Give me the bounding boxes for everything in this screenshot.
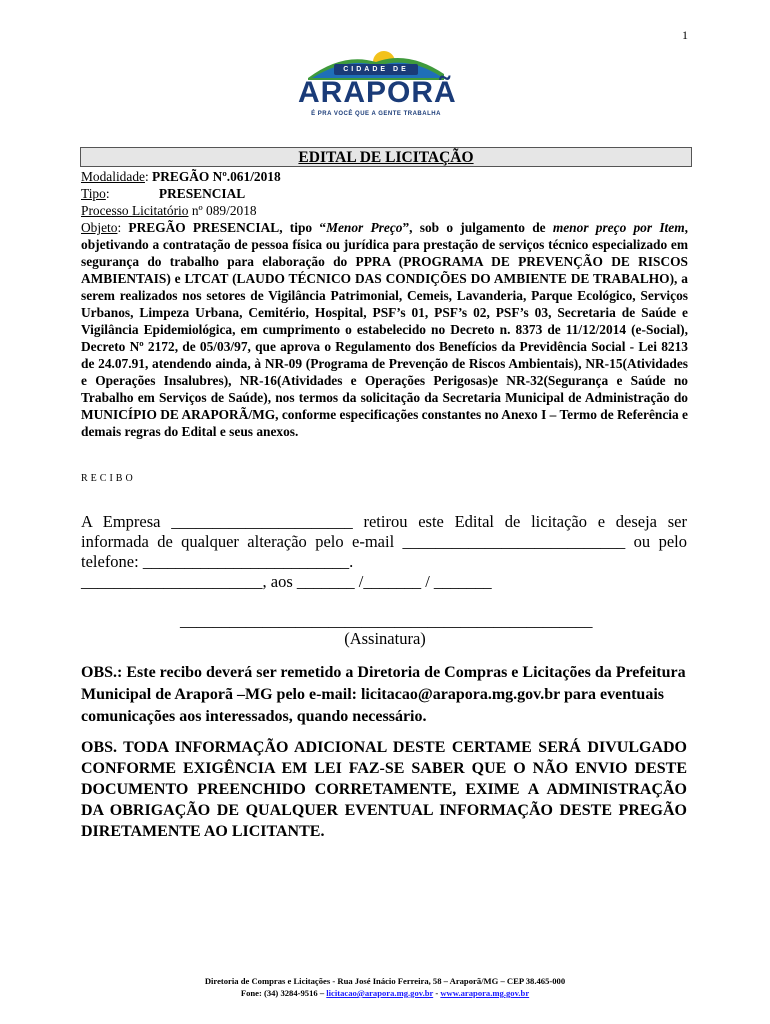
empresa-paragraph: A Empresa ______________________ retirou este Edital de licitação e deseja ser informada de qualquer alteração pelo e-mail ___________________________ ou pelo telefone: _________________________. xyxy=(81,512,687,571)
signature-line: __________________________________________________ xyxy=(180,611,593,630)
objeto-text-3: , objetivando a contratação de pessoa física ou jurídica para prestação de serviços técnico especializado em segurança do trabalho para elaboração do PPRA (PROGRAMA DE PREVENÇÃO DE RISCOS AMBIENTAIS) e LTCAT (LAUDO TÉCNICO DAS CONDIÇÕES DO AMBIENTE DE TRABALHO), a serem realizados nos setores de Vigilância Patrimonial, Cemeis, Lavanderia, Parque Ecológico, Serviços Urbanos, Limpeza Urbana, Cemitério, Hospital, PSF’s 01, PSF’s 02, PSF’s 03, Secretaria de Saúde e Vigilância Epidemiológica, em cumprimento o estabelecido no Decreto n. 8373 de 11/12/2014 (e-Social), Decreto Nº 2172, de 05/03/97, que aprova o Regulamento dos Benefícios da Previdência Social - Lei 8213 de 24.07.91, atendendo ainda, à NR-09 (Programa de Prevenção de Riscos Ambientais), NR-15(Atividades e Operações Insalubres), NR-16(Atividades e Operações Perigosas)e NR-32(Segurança e Saúde no Trabalho em Serviços de Saúde), nos termos da solicitação da Secretaria Municipal de Administração do MUNICÍPIO DE ARAPORÃ/MG, conforme especificações constantes no Anexo I – Termo de Referência e demais regras do Edital e seus anexos. xyxy=(81,220,688,439)
date-line: ______________________, aos _______ /_______ / _______ xyxy=(81,572,492,591)
tipo-value: PRESENCIAL xyxy=(158,186,246,201)
objeto-text-2: ”, sob o julgamento de xyxy=(402,220,553,235)
page-number: 1 xyxy=(682,28,688,42)
modalidade-row: Modalidade: PREGÃO Nº.061/2018 xyxy=(81,169,281,184)
processo-row xyxy=(81,202,688,219)
modalidade-label: Modalidade xyxy=(81,169,145,184)
footer-website-link[interactable]: www.arapora.mg.gov.br xyxy=(440,988,530,998)
city-logo xyxy=(298,48,457,126)
objeto-text-1: PREGÃO PRESENCIAL, tipo “ xyxy=(128,220,327,235)
footer-phone: Fone: (34) 3284-9516 – xyxy=(240,988,327,998)
objeto-menor-preco-item: menor preço por Item xyxy=(552,220,685,235)
signature-label: (Assinatura) xyxy=(344,629,426,648)
logo-slogan: É PRA VOCÊ QUE A GENTE TRABALHA xyxy=(311,111,441,117)
objeto-row: Objeto: PREGÃO PRESENCIAL, tipo “Menor Preço”, sob o julgamento de menor preço por Item, objetivando a contratação de pessoa física ou jurídica para prestação de serviços técnico especializado em segurança do trabalho para elaboração do PPRA (PROGRAMA DE PREVENÇÃO DE RISCOS AMBIENTAIS) e LTCAT (LAUDO TÉCNICO DAS CONDIÇÕES DO AMBIENTE DE TRABALHO), a serem realizados nos setores de Vigilância Patrimonial, Cemeis, Lavanderia, Parque Ecológico, Serviços Urbanos, Limpeza Urbana, Cemitério, Hospital, PSF’s 01, PSF’s 02, PSF’s 03, Secretaria de Saúde e Vigilância Epidemiológica, em cumprimento o estabelecido no Decreto n. 8373 de 11/12/2014 (e-Social), Decreto Nº 2172, de 05/03/97, que aprova o Regulamento dos Benefícios da Previdência Social - Lei 8213 de 24.07.91, atendendo ainda, à NR-09 (Programa de Prevenção de Riscos Ambientais), NR-15(Atividades e Operações Insalubres), NR-16(Atividades e Operações Perigosas)e NR-32(Segurança e Saúde no Trabalho em Serviços de Saúde), nos termos da solicitação da Secretaria Municipal de Administração do MUNICÍPIO DE ARAPORÃ/MG, conforme especificações constantes no Anexo I – Termo de Referência e demais regras do Edital e seus anexos. xyxy=(81,220,688,439)
tipo-row: Tipo: PRESENCIAL xyxy=(81,186,246,201)
obs-recibo: OBS.: Este recibo deverá ser remetido a Diretoria de Compras e Licitações da Prefeitura Municipal de Araporã –MG pelo e-mail: licitacao@arapora.mg.gov.br para eventuais comunicações aos interessados, quando necessário. xyxy=(81,664,686,725)
document-title-box xyxy=(80,147,692,167)
page-footer xyxy=(0,975,770,999)
processo-label: Processo Licitatório xyxy=(81,203,189,218)
obs-informacao: OBS. TODA INFORMAÇÃO ADICIONAL DESTE CERTAME SERÁ DIVULGADO CONFORME EXIGÊNCIA EM LEI FAZ-SE SABER QUE O NÃO ENVIO DESTE DOCUMENTO PREENCHIDO CORRETAMENTE, EXIME A ADMINISTRAÇÃO DA OBRIGAÇÃO DE QUALQUER EVENTUAL INFORMAÇÃO DESTE PREGÃO DIRETAMENTE AO LICITANTE. xyxy=(81,739,687,840)
objeto-menor-preco: Menor Preço xyxy=(326,220,403,235)
logo-city-label: CIDADE DE xyxy=(343,66,409,73)
footer-separator: - xyxy=(433,988,441,998)
tipo-label: Tipo xyxy=(81,186,106,201)
edital-fields xyxy=(81,168,688,440)
footer-address: Diretoria de Compras e Licitações - Rua José Inácio Ferreira, 58 – Araporã/MG – CEP 38.465-000 xyxy=(204,976,566,986)
footer-contact xyxy=(0,987,770,999)
logo-name: ARAPORÃ xyxy=(298,76,457,109)
footer-email-link[interactable]: licitacao@arapora.mg.gov.br xyxy=(326,988,434,998)
processo-value: nº 089/2018 xyxy=(191,203,257,218)
objeto-label: Objeto xyxy=(81,220,118,235)
document-title: EDITAL DE LICITAÇÃO xyxy=(298,149,474,166)
recibo-label: RECIBO xyxy=(81,473,136,484)
modalidade-value: PREGÃO Nº.061/2018 xyxy=(152,169,281,184)
